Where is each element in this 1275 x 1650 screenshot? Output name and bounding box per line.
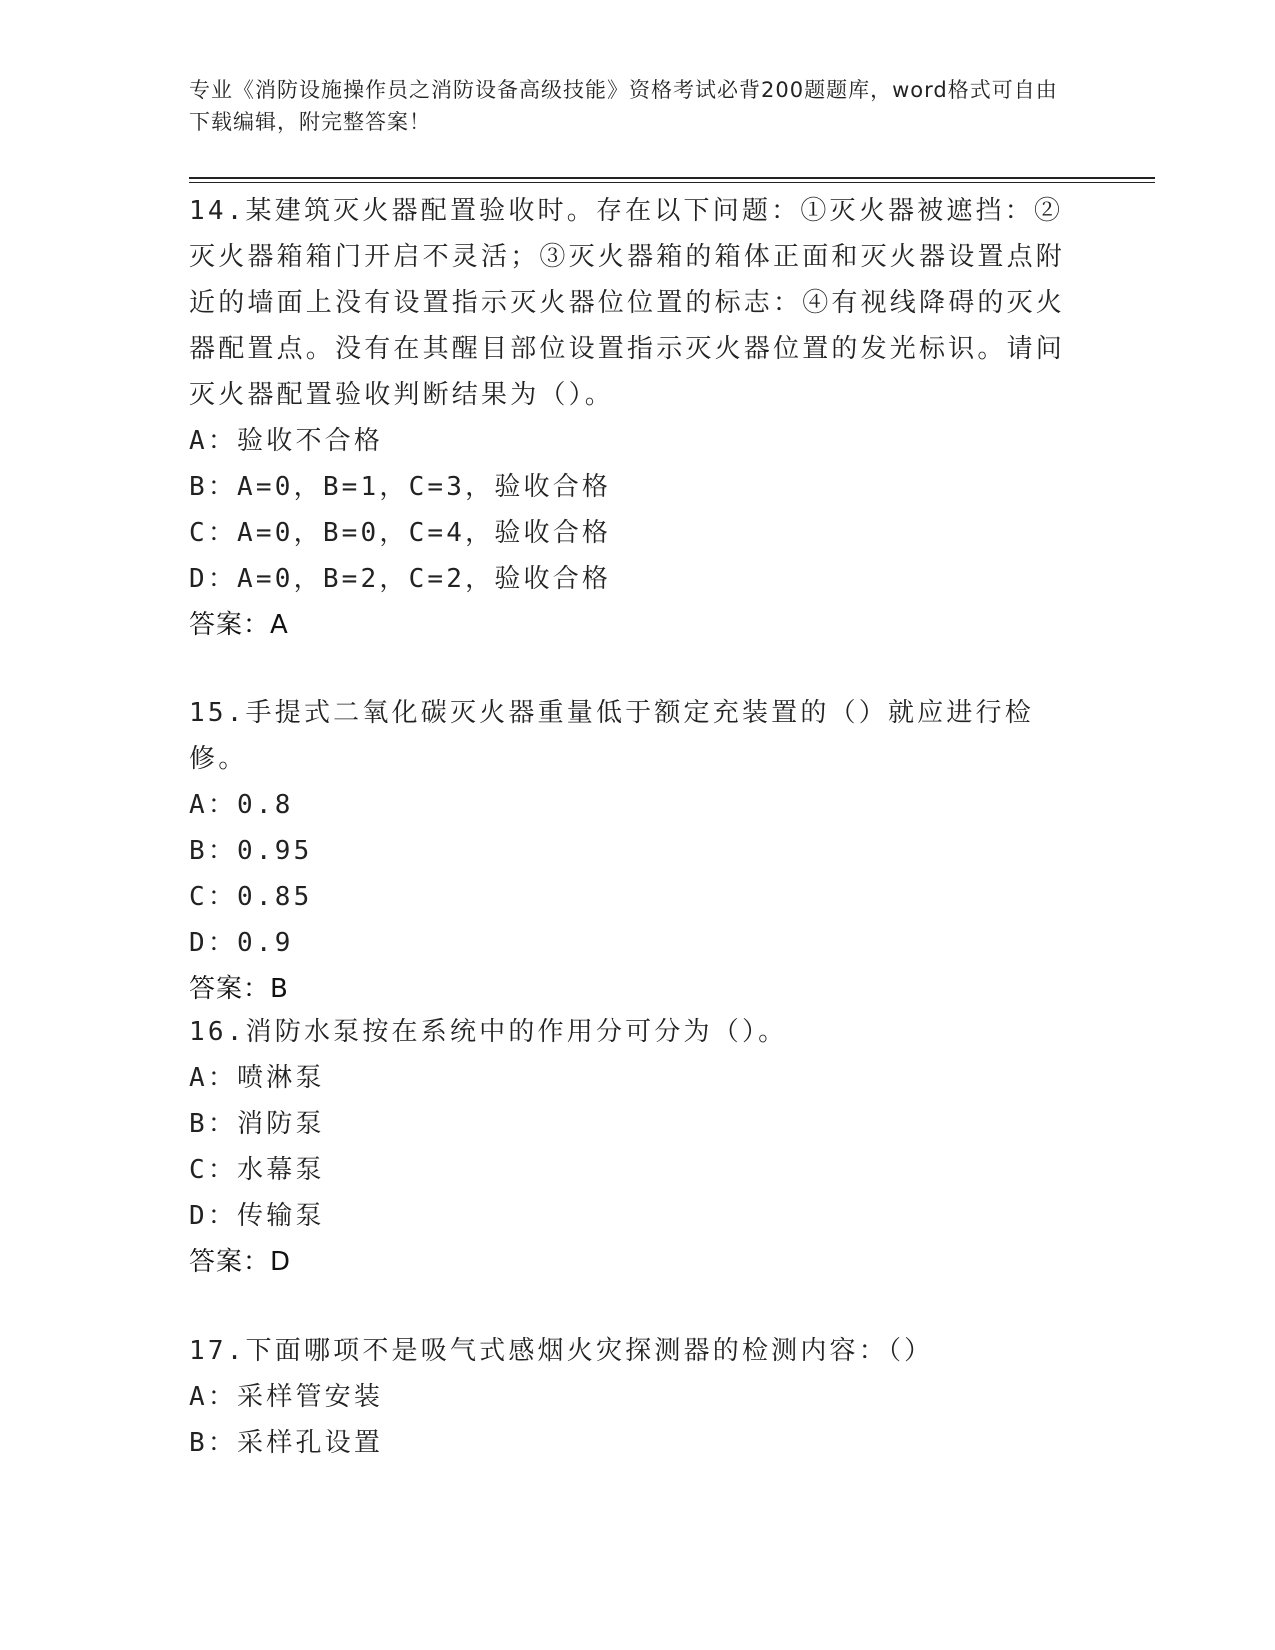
- question-stem: 15.手提式二氧化碳灭火器重量低于额定充装置的（）就应进行检修。: [189, 698, 1034, 774]
- question-17: [189, 1328, 1089, 1466]
- option-c: C：A=0，B=0，C=4，验收合格: [189, 518, 612, 548]
- option-a: A：采样管安装: [189, 1382, 384, 1412]
- option-b: B：消防泵: [189, 1109, 325, 1139]
- option-d: D：传输泵: [189, 1201, 325, 1231]
- question-stem: 16.消防水泵按在系统中的作用分可分为（）。: [189, 1017, 788, 1047]
- question-15: [189, 690, 1089, 1012]
- document-header: 专业《消防设施操作员之消防设备高级技能》资格考试必背200题题库，word格式可自由下载编辑，附完整答案！: [189, 78, 1058, 134]
- answer-line: 答案：D: [189, 1247, 292, 1277]
- option-b: B：0.95: [189, 836, 313, 866]
- question-16: [189, 1009, 1089, 1285]
- answer-line: 答案：A: [189, 610, 289, 640]
- option-a: A：喷淋泵: [189, 1063, 325, 1093]
- question-stem: 14.某建筑灭火器配置验收时。存在以下问题：①灭火器被遮挡：②灭火器箱箱门开启不灵活；③灭火器箱的箱体正面和灭火器设置点附近的墙面上没有设置指示灭火器位位置的标志：④有视线降碍的灭火器配置点。没有在其醒目部位设置指示灭火器位置的发光标识。请问灭火器配置验收判断结果为（）。: [189, 196, 1066, 410]
- header-divider-thick: [189, 177, 1155, 179]
- option-a: A：0.8: [189, 790, 294, 820]
- option-b: B：采样孔设置: [189, 1428, 384, 1458]
- option-c: C：水幕泵: [189, 1155, 325, 1185]
- answer-line: 答案：B: [189, 974, 289, 1004]
- option-b: B：A=0，B=1，C=3，验收合格: [189, 472, 612, 502]
- option-a: A：验收不合格: [189, 426, 384, 456]
- header-divider-thin: [189, 182, 1155, 183]
- option-d: D：0.9: [189, 928, 294, 958]
- question-stem: 17.下面哪项不是吸气式感烟火灾探测器的检测内容：（）: [189, 1336, 934, 1366]
- question-14: [189, 188, 1089, 648]
- option-c: C：0.85: [189, 882, 313, 912]
- option-d: D：A=0，B=2，C=2，验收合格: [189, 564, 612, 594]
